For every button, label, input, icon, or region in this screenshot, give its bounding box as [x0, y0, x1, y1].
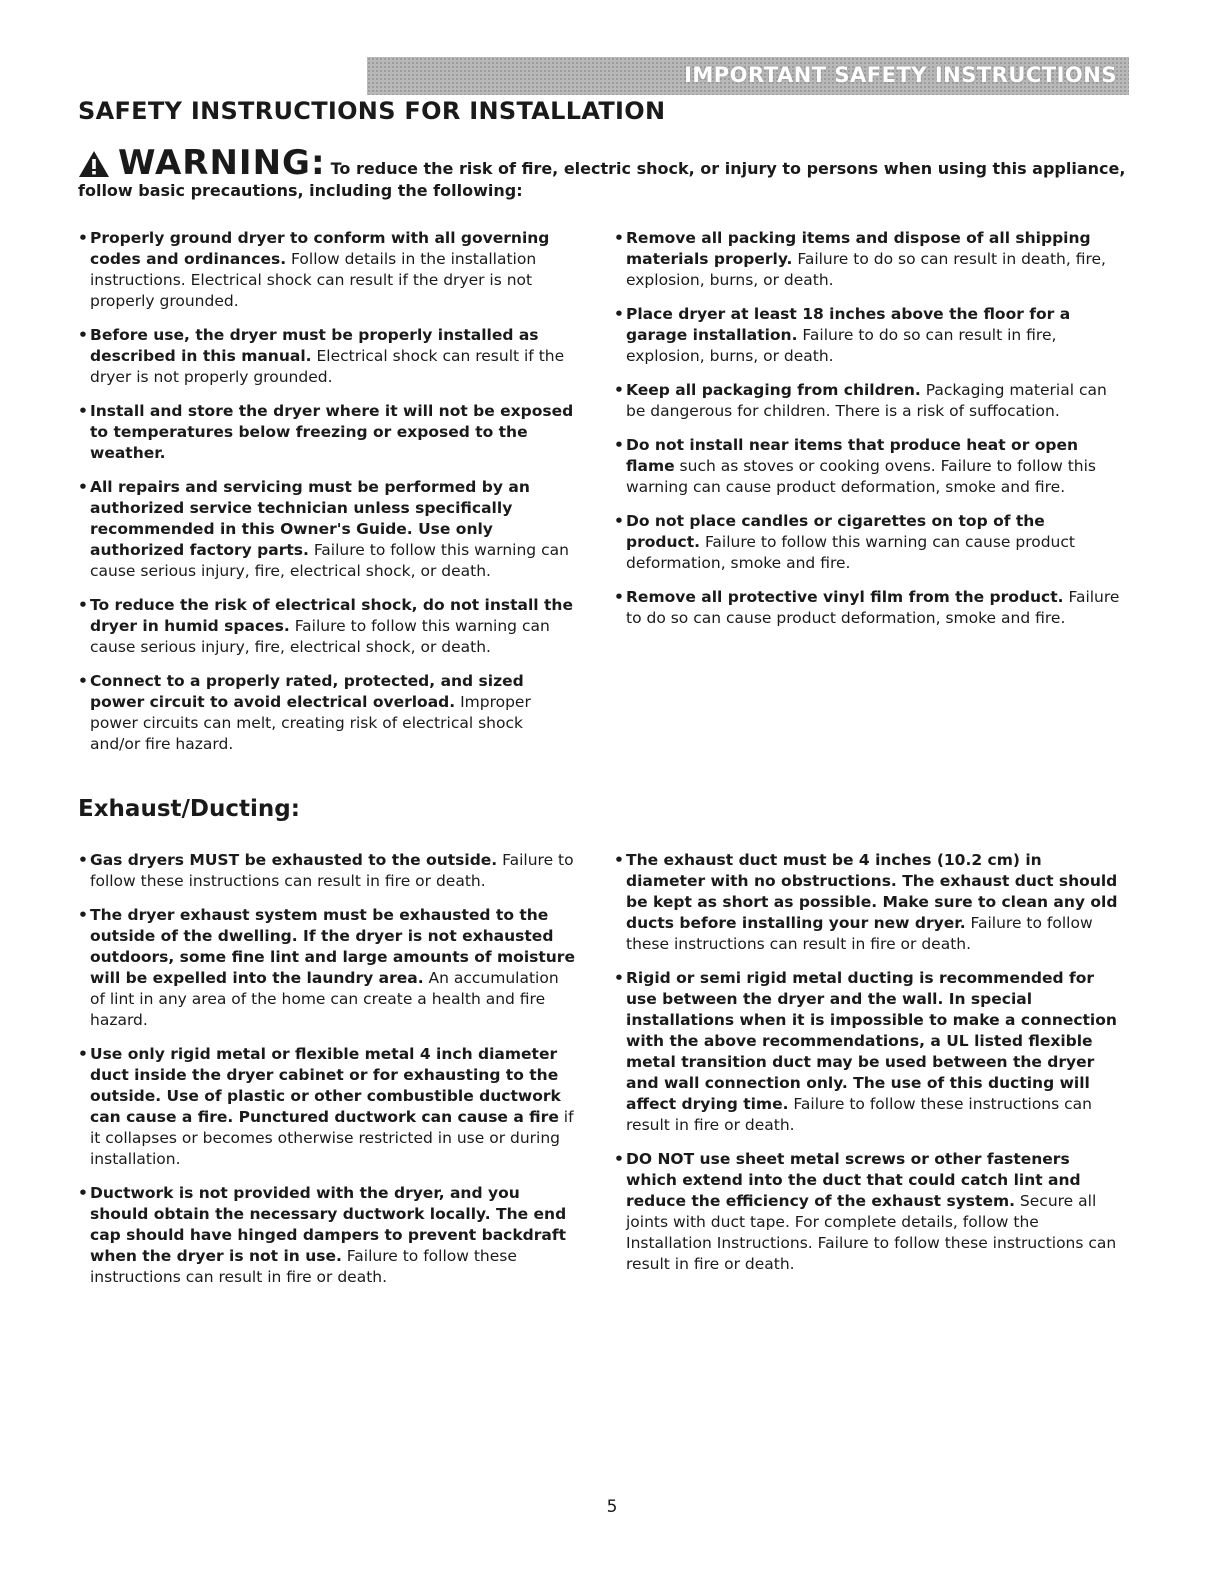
list-item: • To reduce the risk of electrical shock, do not install the dryer in humid spaces. Failure to follow this warning can cause serious injury, fire, electrical shock, or death.	[78, 596, 573, 656]
list-item: • Do not install near items that produce heat or open flame such as stoves or cooking ovens. Failure to follow this warning can cause product deformation, smoke and fire.	[614, 436, 1096, 496]
bullet-icon: •	[614, 969, 624, 987]
bullet-icon: •	[614, 512, 624, 530]
exhaust-ducting-title: Exhaust/Ducting:	[78, 796, 300, 822]
bullet-icon: •	[78, 402, 88, 420]
list-item: • The dryer exhaust system must be exhausted to the outside of the dwelling. If the dryer is not exhausted outdoors, some fine lint and large amounts of moisture will be expelled into the laundry area. An accumulation of lint in any area of the home can create a health and fire hazard.	[78, 906, 575, 1029]
bullet-icon: •	[78, 906, 88, 924]
banner-title: IMPORTANT SAFETY INSTRUCTIONS	[684, 63, 1117, 87]
list-item: • Install and store the dryer where it will not be exposed to temperatures below freezing or exposed to the weather.	[78, 402, 574, 462]
bullet-icon: •	[614, 305, 624, 323]
bullet-icon: •	[78, 478, 88, 496]
install-left-column	[78, 228, 578, 768]
list-item: • Before use, the dryer must be properly installed as described in this manual. Electrical shock can result if the dryer is not properly grounded.	[78, 326, 565, 386]
bullet-icon: •	[614, 381, 624, 399]
list-item: • Properly ground dryer to conform with all governing codes and ordinances. Follow details in the installation instructions. Electrical shock can result if the dryer is not properly grounded.	[78, 229, 550, 310]
list-item: • Keep all packaging from children. Packaging material can be dangerous for children. There is a risk of suffocation.	[614, 381, 1107, 420]
page-number: 5	[606, 1497, 618, 1517]
list-item: • Use only rigid metal or flexible metal 4 inch diameter duct inside the dryer cabinet or for exhausting to the outside. Use of plastic or other combustible ductwork can cause a fire. Punctured ductwork can cause a fire if it collapses or becomes otherwise restricted in use or during installation.	[78, 1045, 574, 1168]
bullet-icon: •	[614, 436, 624, 454]
bullet-icon: •	[614, 588, 624, 606]
list-item: • DO NOT use sheet metal screws or other fasteners which extend into the duct that could catch lint and reduce the efficiency of the exhaust system. Secure all joints with duct tape. For complete details, follow the Installation Instructions. Failure to follow these instructions can result in fire or death.	[614, 1150, 1117, 1273]
list-item: • Connect to a properly rated, protected, and sized power circuit to avoid electrical overload. Improper power circuits can melt, creating risk of electrical shock and/or fire hazard.	[78, 672, 531, 753]
list-item: • Place dryer at least 18 inches above the floor for a garage installation. Failure to do so can result in fire, explosion, burns, or death.	[614, 305, 1071, 365]
section-title: SAFETY INSTRUCTIONS FOR INSTALLATION	[78, 97, 666, 125]
list-item: • The exhaust duct must be 4 inches (10.2 cm) in diameter with no obstructions. The exhaust duct should be kept as short as possible. Make sure to clean any old ducts before installing your new dryer. Failure to follow these instructions can result in fire or death.	[614, 851, 1118, 953]
warning-word: WARNING:	[118, 143, 326, 183]
warning-statement	[78, 143, 1138, 183]
warning-text: To reduce the risk of fire, electric shock, or injury to persons when using this appliance,	[330, 159, 1126, 178]
list-item: • Rigid or semi rigid metal ducting is recommended for use between the dryer and the wall. In special installations when it is impossible to make a connection with the above recommendations, a UL listed flexible metal transition duct may be used between the dryer and wall connection only. The use of this ducting will affect drying time. Failure to follow these instructions can result in fire or death.	[614, 969, 1117, 1134]
warning-triangle-icon	[78, 150, 110, 182]
bullet-icon: •	[614, 229, 624, 247]
bullet-icon: •	[614, 1150, 624, 1168]
install-right-column	[614, 228, 1124, 642]
bullet-icon: •	[78, 672, 88, 690]
bullet-icon: •	[78, 1184, 88, 1202]
list-item: • Remove all protective vinyl film from the product. Failure to do so can cause product deformation, smoke and fire.	[614, 588, 1120, 627]
bullet-icon: •	[614, 851, 624, 869]
list-item: • Remove all packing items and dispose of all shipping materials properly. Failure to do so can result in death, fire, explosion, burns, or death.	[614, 229, 1106, 289]
exhaust-right-column	[614, 850, 1124, 1288]
bullet-icon: •	[78, 1045, 88, 1063]
bullet-icon: •	[78, 596, 88, 614]
bullet-icon: •	[78, 326, 88, 344]
bullet-icon: •	[78, 851, 88, 869]
list-item: • Ductwork is not provided with the dryer, and you should obtain the necessary ductwork locally. The end cap should have hinged dampers to prevent backdraft when the dryer is not in use. Failure to follow these instructions can result in fire or death.	[78, 1184, 567, 1286]
warning-text-continued: follow basic precautions, including the following:	[78, 181, 523, 200]
bullet-icon: •	[78, 229, 88, 247]
header-banner	[367, 57, 1129, 95]
exhaust-left-column	[78, 850, 578, 1301]
list-item: • Gas dryers MUST be exhausted to the outside. Failure to follow these instructions can result in fire or death.	[78, 851, 574, 890]
list-item: • Do not place candles or cigarettes on top of the product. Failure to follow this warning can cause product deformation, smoke and fire.	[614, 512, 1075, 572]
list-item: • All repairs and servicing must be performed by an authorized service technician unless specifically recommended in this Owner's Guide. Use only authorized factory parts. Failure to follow this warning can cause serious injury, fire, electrical shock, or death.	[78, 478, 569, 580]
